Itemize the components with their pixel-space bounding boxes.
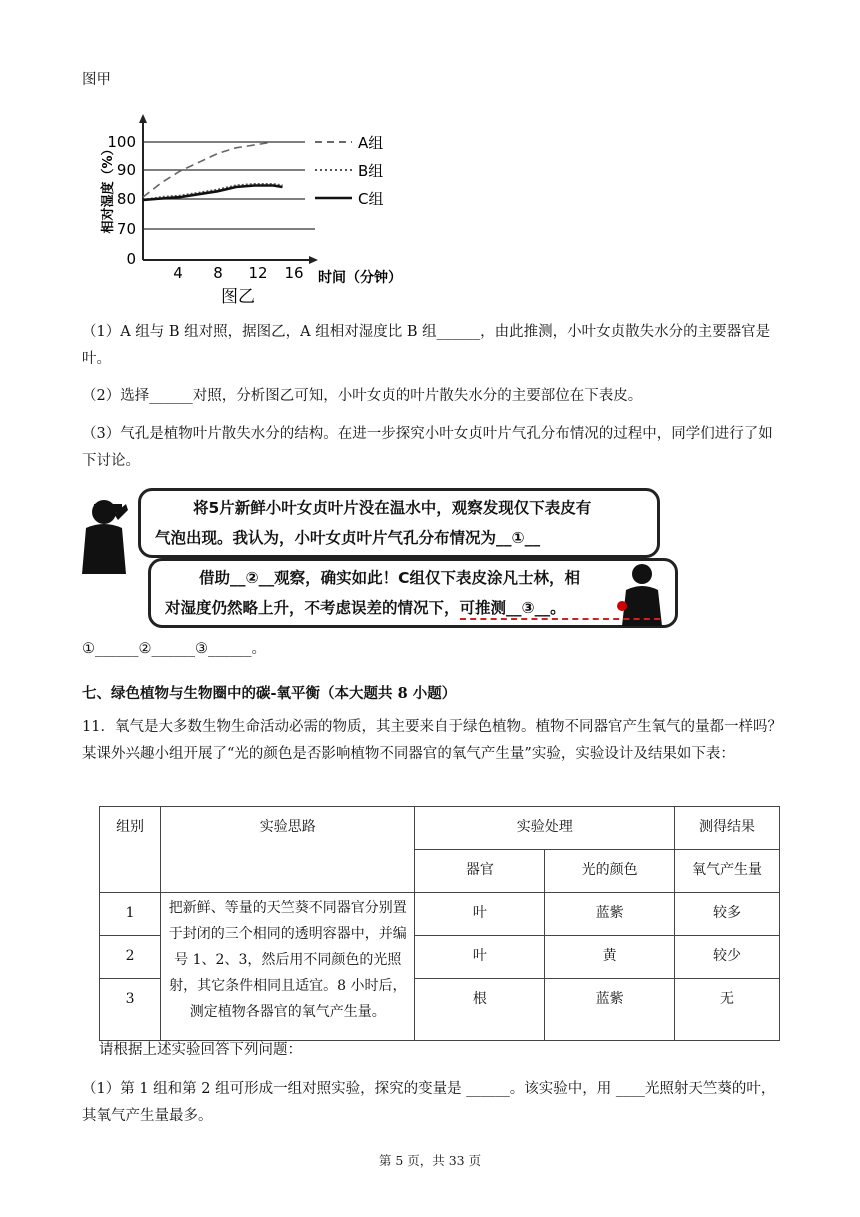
ytick-0: 0	[126, 250, 136, 268]
ytick-70: 70	[116, 220, 136, 238]
question-1: （1）A 组与 B 组对照，据图乙，A 组相对湿度比 B 组______，由此推测，小叶女贞散失水分的主要器官是叶。	[82, 324, 771, 367]
row-3-organ: 根	[415, 979, 545, 1041]
y-axis-arrow	[139, 114, 147, 123]
xtick-4: 4	[173, 264, 183, 282]
legend-c-label: C组	[358, 190, 384, 208]
x-axis-arrow	[309, 256, 318, 264]
series-layer	[143, 142, 283, 200]
question-3: （3）气孔是植物叶片散失水分的结构。在进一步探究小叶女贞叶片气孔分布情况的过程中，同学们进行了如下讨论。	[82, 426, 773, 469]
question-11-1: （1）第 1 组和第 2 组可形成一组对照实验，探究的变量是 ______。该实验中，用 ____光照射天竺葵的叶，其氧气产生量最多。	[82, 1081, 776, 1124]
question-2: （2）选择______对照，分析图乙可知，小叶女贞的叶片散失水分的主要部位在下表皮。	[82, 388, 643, 404]
after-table-prompt: 请根据上述实验回答下列问题：	[99, 1042, 302, 1058]
x-axis-label: 时间（分钟）	[318, 270, 402, 286]
row-2-color: 黄	[545, 936, 675, 979]
subheader-organ: 器官	[415, 850, 545, 893]
row-1-oxygen: 较多	[675, 893, 780, 936]
legend-b-label: B组	[358, 162, 384, 180]
bubble-1-line-2: 气泡出现。我认为，小叶女贞叶片气孔分布情况为__①__	[155, 529, 541, 547]
row-3-oxygen: 无	[675, 979, 780, 1041]
bubble-2-line-1: 借助__②__观察，确实如此！C组仅下表皮涂凡士林，相	[199, 569, 581, 587]
header-group: 组别	[100, 807, 161, 893]
row-2-oxygen: 较少	[675, 936, 780, 979]
ytick-100: 100	[107, 133, 136, 151]
row-3-color: 蓝紫	[545, 979, 675, 1041]
experiment-idea-cell: 把新鲜、等量的天竺葵不同器官分别置于封闭的三个相同的透明容器中，并编号 1、2、3，然后用不同颜色的光照射，其它条件相同且适宜。8 小时后，测定植物各器官的氧气产生量。	[161, 893, 415, 1041]
discussion-comic	[80, 488, 670, 628]
ytick-80: 80	[116, 190, 136, 208]
row-1-color: 蓝紫	[545, 893, 675, 936]
header-treatment: 实验处理	[415, 807, 675, 850]
speech-bubble-1	[138, 488, 660, 558]
xtick-8: 8	[213, 264, 223, 282]
experiment-table	[99, 806, 780, 1041]
page-footer: 第 5 页，共 33 页	[378, 1153, 482, 1168]
y-axis-label: 相对湿度（%）	[101, 142, 116, 234]
table-row	[100, 893, 780, 936]
bubble-2-line-2: 对湿度仍然略上升，不考虑误差的情况下，可推测__③__。	[165, 599, 566, 617]
chart-caption: 图乙	[221, 287, 255, 307]
humidity-chart-svg	[100, 110, 420, 310]
subheader-oxygen: 氧气产生量	[675, 850, 780, 893]
red-scribble	[460, 618, 660, 626]
subheader-color: 光的颜色	[545, 850, 675, 893]
bubble-1-line-1: 将5片新鲜小叶女贞叶片没在温水中，观察发现仅下表皮有	[193, 499, 592, 517]
row-1-group: 1	[100, 893, 161, 936]
row-2-organ: 叶	[415, 936, 545, 979]
row-2-group: 2	[100, 936, 161, 979]
section-heading: 七、绿色植物与生物圈中的碳-氧平衡（本大题共 8 小题）	[82, 685, 457, 702]
question-11-text: 11．氧气是大多数生物生命活动必需的物质，其主要来自于绿色植物。植物不同器官产生氧气的量都一样吗？某课外兴趣小组开展了“光的颜色是否影响植物不同器官的氧气产生量”实验，实验设计及结果如下表：	[82, 719, 782, 762]
ytick-90: 90	[116, 161, 136, 179]
humidity-chart	[100, 110, 420, 310]
student-left-silhouette	[80, 496, 130, 576]
series-line-c	[143, 186, 283, 201]
student-right-silhouette	[612, 562, 666, 626]
answer-blanks: ①______②______③______。	[82, 641, 266, 657]
header-result: 测得结果	[675, 807, 780, 850]
header-idea: 实验思路	[161, 807, 415, 893]
xtick-12: 12	[248, 264, 268, 282]
xtick-16: 16	[284, 264, 304, 282]
legend-a-label: A组	[358, 134, 384, 152]
figure-caption-jia: 图甲	[82, 72, 111, 88]
question-11	[82, 714, 782, 768]
row-3-group: 3	[100, 979, 161, 1041]
row-1-organ: 叶	[415, 893, 545, 936]
